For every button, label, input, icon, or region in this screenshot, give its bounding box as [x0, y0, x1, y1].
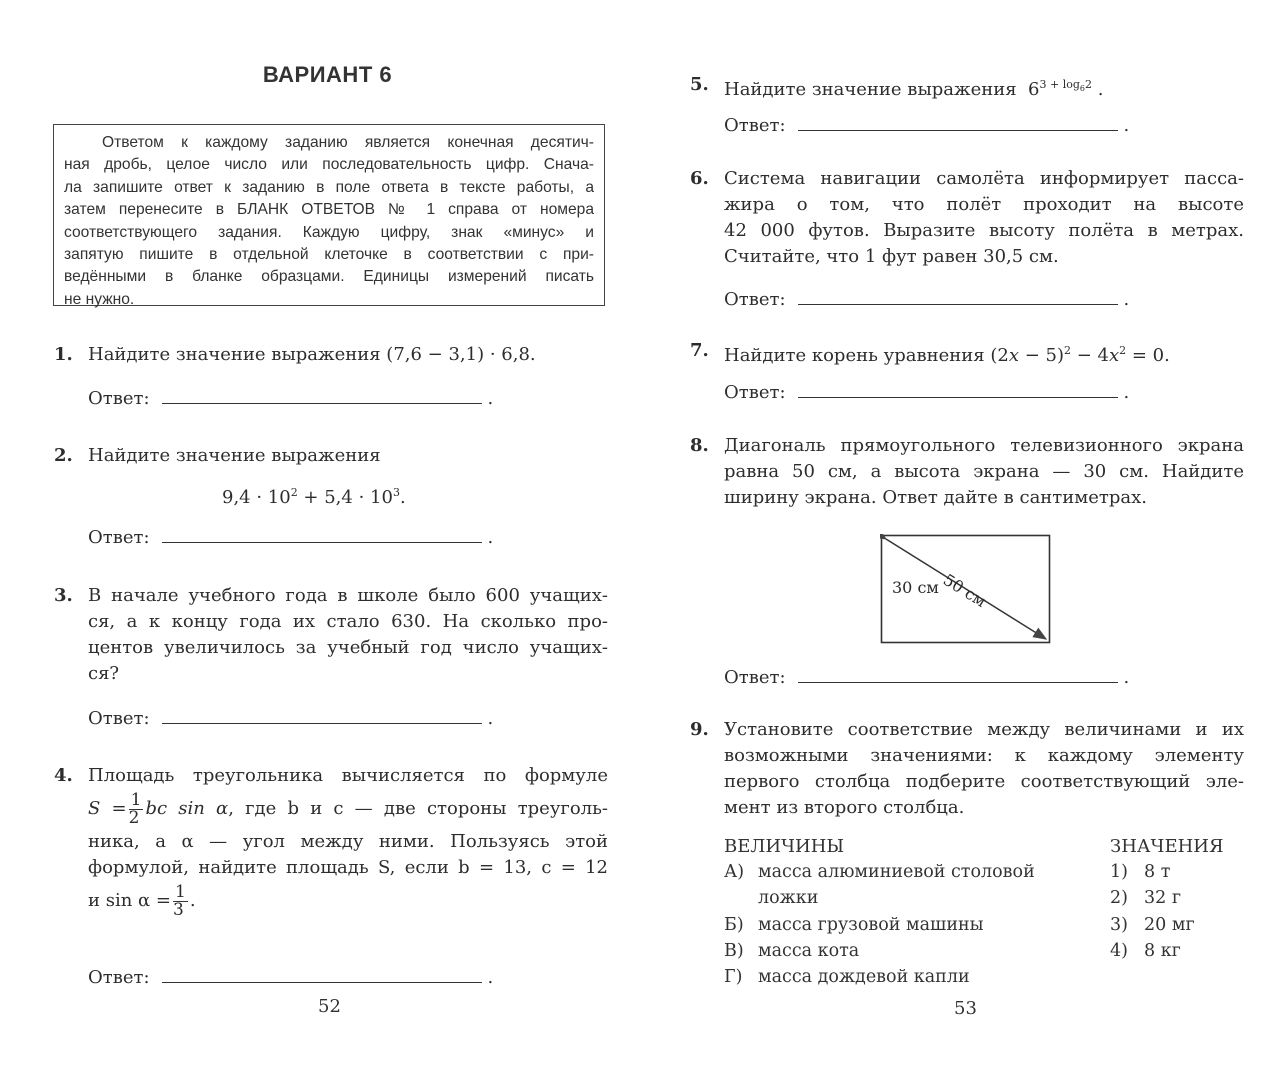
task-text: Найдите значение выражения — [724, 79, 1017, 100]
task-3 — [54, 583, 614, 693]
task-text: Установите соответствие между величинами и их — [724, 719, 1244, 740]
task-number: 2. — [54, 445, 73, 466]
answer-field-5[interactable]: Ответ: . — [724, 110, 1129, 136]
task-6 — [690, 166, 1260, 276]
fraction: $\frac{1}{2}$ — [128, 789, 142, 828]
matching-left-item-cont: ложки — [758, 888, 819, 908]
instructions-line: соответствующего задания. Каждую цифру, знак «минус» и — [64, 223, 594, 241]
instructions-line: ная дробь, целое число или последовательность цифр. Снача- — [64, 156, 594, 174]
instructions-line: Ответом к каждому заданию является конечная десятич- — [102, 134, 594, 151]
answer-label: Ответ: — [88, 708, 150, 729]
task-text: жира о том, что полёт проходит на высоте — [724, 194, 1244, 215]
answer-field-1[interactable]: Ответ: . — [88, 383, 493, 409]
page-number: 53 — [954, 998, 977, 1019]
answer-blank[interactable] — [162, 703, 482, 724]
page-number: 52 — [318, 996, 341, 1017]
right-page — [640, 0, 1288, 1080]
task-4 — [54, 763, 614, 943]
instructions-box — [53, 124, 605, 306]
matching-left-header: ВЕЛИЧИНЫ — [724, 836, 845, 857]
answer-label: Ответ: — [724, 667, 786, 688]
task-text: Площадь треугольника вычисляется по формуле — [88, 765, 608, 786]
answer-blank[interactable] — [798, 662, 1118, 683]
task-text: Найдите корень уравнения — [724, 345, 985, 366]
matching-left-item: Б) масса грузовой машины — [724, 915, 984, 935]
matching-left-item: А) масса алюминиевой столовой — [724, 862, 1035, 882]
matching-right-item: 3) 20 мг — [1110, 915, 1195, 935]
answer-label: Ответ: — [88, 388, 150, 409]
task-number: 3. — [54, 585, 73, 606]
task-formula-line: и sin α = $\frac{1}{3}$ . — [88, 881, 196, 920]
task-text: возможными значениями: к каждому элементу — [724, 745, 1244, 766]
answer-blank[interactable] — [798, 377, 1118, 398]
task-number: 9. — [690, 719, 709, 740]
task-text: ширину экрана. Ответ дайте в сантиметрах. — [724, 487, 1147, 508]
task-number: 4. — [54, 765, 73, 786]
task-text: центов увеличилось за учебный год число учащих- — [88, 637, 608, 658]
left-page — [0, 0, 640, 1080]
answer-blank[interactable] — [798, 284, 1118, 305]
diagonal-label: 50 см — [939, 570, 990, 611]
answer-field-8[interactable]: Ответ: . — [724, 662, 1129, 688]
answer-label: Ответ: — [724, 115, 786, 136]
task-text: 42 000 футов. Выразите высоту полёта в метрах. — [724, 220, 1244, 241]
task-formula-line: S = $\frac{1}{2}$ bc sin α, где b и c — две стороны треуголь- — [88, 789, 609, 828]
task-text: ся? — [88, 663, 120, 684]
answer-blank[interactable] — [798, 110, 1118, 131]
task-9 — [690, 717, 1260, 827]
answer-field-7[interactable]: Ответ: . — [724, 377, 1129, 403]
answer-label: Ответ: — [88, 527, 150, 548]
task-5: 5. Найдите значение выражения $6^{3 + log_62}$ . — [690, 74, 1104, 100]
instructions-line: запятую пишите в отдельной клеточке в соответствии с при- — [64, 246, 594, 264]
answer-blank[interactable] — [162, 383, 482, 404]
task-text: Считайте, что 1 фут равен 30,5 см. — [724, 246, 1059, 267]
task-text: Найдите значение выражения (7,6 − 3,1) · 6,8. — [88, 344, 536, 365]
task-number: 1. — [54, 344, 73, 365]
task-2-formula: $9,4 \cdot 10^2 + 5,4 \cdot 10^3$. — [222, 486, 406, 508]
variant-title: ВАРИАНТ 6 — [262, 62, 393, 87]
answer-blank[interactable] — [162, 962, 482, 983]
fraction: $\frac{1}{3}$ — [173, 881, 186, 920]
task-text: Диагональ прямоугольного телевизионного экрана — [724, 435, 1244, 456]
instructions-line: затем перенесите в БЛАНК ОТВЕТОВ № 1 справа от номера — [64, 201, 594, 219]
instructions-line: ла запишите ответ к заданию в поле ответа в тексте работы, а — [64, 178, 594, 196]
task-1 — [54, 342, 614, 372]
matching-right-item: 1) 8 т — [1110, 862, 1171, 882]
matching-right-item: 2) 32 г — [1110, 888, 1181, 908]
task-text: Система навигации самолёта информирует пасса- — [724, 168, 1244, 189]
task-number: 7. — [690, 340, 709, 361]
task-text: мент из второго столбца. — [724, 797, 965, 818]
task-text: Найдите значение выражения — [88, 445, 381, 466]
task-number: 5. — [690, 74, 709, 95]
task-7: 7. Найдите корень уравнения $(2x - 5)^2 - 4x^2 = 0$. — [690, 340, 1170, 366]
answer-label: Ответ: — [724, 382, 786, 403]
instructions-line: не нужно. — [64, 290, 135, 308]
task-text: ника, а α — угол между ними. Пользуясь этой — [88, 831, 608, 852]
task-text: ся, а к концу года их стало 630. На сколько про- — [88, 611, 608, 632]
answer-field-2[interactable]: Ответ: . — [88, 522, 493, 548]
height-label: 30 см — [892, 578, 939, 597]
answer-field-6[interactable]: Ответ: . — [724, 284, 1129, 310]
answer-label: Ответ: — [724, 289, 786, 310]
matching-left-item: Г) масса дождевой капли — [724, 967, 970, 987]
matching-right-item: 4) 8 кг — [1110, 941, 1181, 961]
task-8 — [690, 433, 1260, 518]
answer-field-4[interactable]: Ответ: . — [88, 962, 493, 988]
task-text: первого столбца подберите соответствующий эле- — [724, 771, 1244, 792]
matching-right-header: ЗНАЧЕНИЯ — [1110, 836, 1224, 857]
task-text: формулой, найдите площадь S, если b = 13, c = 12 — [88, 857, 608, 878]
task-number: 8. — [690, 435, 709, 456]
instructions-line: ведёнными в бланке образцами. Единицы измерений писать — [64, 268, 594, 286]
tv-screen-figure — [880, 534, 1052, 646]
task-number: 6. — [690, 168, 709, 189]
matching-left-item: В) масса кота — [724, 941, 860, 961]
task-text: В начале учебного года в школе было 600 учащих- — [88, 585, 608, 606]
answer-label: Ответ: — [88, 967, 150, 988]
task-text: равна 50 см, а высота экрана — 30 см. Найдите — [724, 461, 1244, 482]
answer-blank[interactable] — [162, 522, 482, 543]
answer-field-3[interactable]: Ответ: . — [88, 703, 493, 729]
